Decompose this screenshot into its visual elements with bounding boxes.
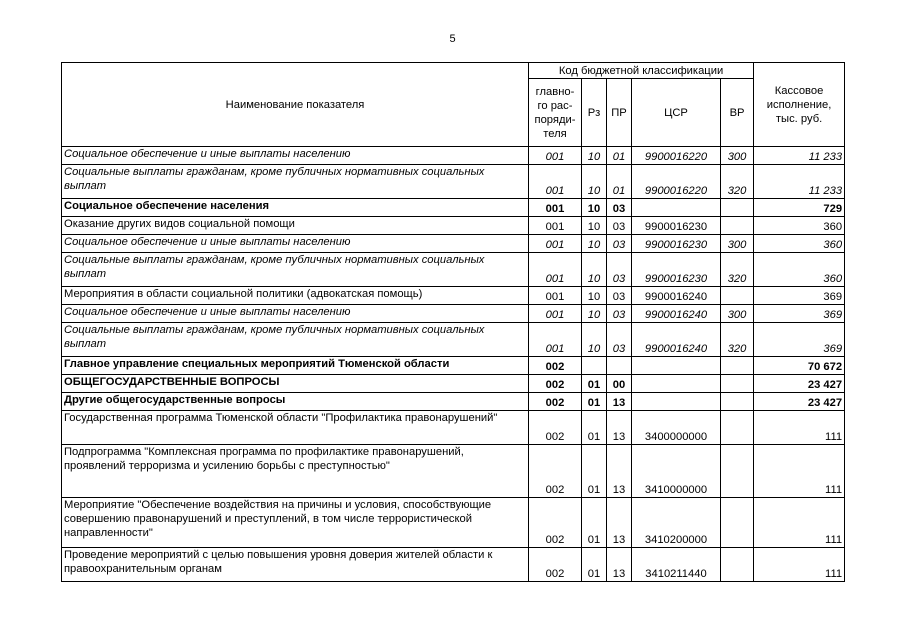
- header-gr: главно-го рас-поряди-теля: [529, 79, 582, 147]
- row-gr: 001: [529, 199, 582, 217]
- row-vr: [721, 217, 754, 235]
- row-csr: [632, 375, 721, 393]
- row-csr: 3410211440: [632, 548, 721, 582]
- table-row: [62, 357, 845, 375]
- row-vr: [721, 375, 754, 393]
- row-vr: [721, 199, 754, 217]
- row-gr: 001: [529, 217, 582, 235]
- row-name: Оказание других видов социальной помощи: [62, 217, 529, 235]
- table-row: [62, 498, 845, 548]
- row-csr: 9900016240: [632, 323, 721, 357]
- row-amount: 111: [754, 445, 845, 498]
- row-name: Главное управление специальных мероприятий Тюменской области: [62, 357, 529, 375]
- page-number: 5: [449, 33, 456, 45]
- row-amount: 360: [754, 235, 845, 253]
- row-name: Социальное обеспечение и иные выплаты населению: [62, 305, 529, 323]
- row-name: Проведение мероприятий с целью повышения уровня доверия жителей области к правоохранительным органам: [62, 548, 529, 582]
- row-vr: [721, 445, 754, 498]
- row-csr: 3410000000: [632, 445, 721, 498]
- row-name: Социальное обеспечение и иные выплаты населению: [62, 235, 529, 253]
- row-name: Другие общегосударственные вопросы: [62, 393, 529, 411]
- header-pr: ПР: [607, 79, 632, 147]
- row-name: Социальные выплаты гражданам, кроме публичных нормативных социальных выплат: [62, 323, 529, 357]
- row-amount: 369: [754, 323, 845, 357]
- header-name: Наименование показателя: [62, 63, 529, 147]
- header-codes-group: Код бюджетной классификации: [529, 63, 754, 79]
- row-amount: 369: [754, 287, 845, 305]
- row-amount: 729: [754, 199, 845, 217]
- row-gr: 001: [529, 235, 582, 253]
- header-amount: Кассовое исполнение, тыс. руб.: [754, 63, 845, 147]
- row-pr: [607, 357, 632, 375]
- row-csr: 9900016220: [632, 147, 721, 165]
- row-gr: 001: [529, 165, 582, 199]
- row-vr: 300: [721, 147, 754, 165]
- row-name: Социальные выплаты гражданам, кроме публичных нормативных социальных выплат: [62, 165, 529, 199]
- table-row: [62, 217, 845, 235]
- row-csr: 9900016230: [632, 217, 721, 235]
- row-rz: 01: [582, 411, 607, 445]
- table-row: [62, 253, 845, 287]
- row-vr: 320: [721, 165, 754, 199]
- row-vr: 300: [721, 235, 754, 253]
- row-gr: 001: [529, 323, 582, 357]
- row-vr: [721, 357, 754, 375]
- row-gr: 001: [529, 147, 582, 165]
- row-rz: 01: [582, 375, 607, 393]
- row-rz: 01: [582, 445, 607, 498]
- row-pr: 01: [607, 165, 632, 199]
- row-rz: 01: [582, 548, 607, 582]
- row-pr: 13: [607, 548, 632, 582]
- row-name: Мероприятия в области социальной политики (адвокатская помощь): [62, 287, 529, 305]
- row-gr: 002: [529, 548, 582, 582]
- row-amount: 23 427: [754, 393, 845, 411]
- row-amount: 111: [754, 411, 845, 445]
- row-pr: 03: [607, 305, 632, 323]
- row-pr: 00: [607, 375, 632, 393]
- table-row: [62, 548, 845, 582]
- row-name: Подпрограмма "Комплексная программа по профилактике правонарушений, проявлений терроризма и усилению борьбы с преступностью": [62, 445, 529, 498]
- row-name: Социальное обеспечение населения: [62, 199, 529, 217]
- row-rz: 10: [582, 287, 607, 305]
- table-row: [62, 199, 845, 217]
- row-csr: [632, 393, 721, 411]
- row-pr: 03: [607, 199, 632, 217]
- table-row: [62, 165, 845, 199]
- table-row: [62, 445, 845, 498]
- table-row: [62, 375, 845, 393]
- row-amount: 11 233: [754, 165, 845, 199]
- row-amount: 111: [754, 498, 845, 548]
- budget-table: [61, 62, 845, 582]
- row-gr: 002: [529, 498, 582, 548]
- table-row: [62, 305, 845, 323]
- row-gr: 002: [529, 375, 582, 393]
- row-csr: 9900016240: [632, 305, 721, 323]
- row-name: Социальное обеспечение и иные выплаты населению: [62, 147, 529, 165]
- row-csr: 9900016230: [632, 253, 721, 287]
- row-vr: 320: [721, 253, 754, 287]
- row-gr: 001: [529, 305, 582, 323]
- row-name: Мероприятие "Обеспечение воздействия на причины и условия, способствующие совершению правонарушений и преступлений, в том числе террористической направленности": [62, 498, 529, 548]
- table-row: [62, 411, 845, 445]
- row-rz: [582, 357, 607, 375]
- row-vr: [721, 393, 754, 411]
- row-gr: 001: [529, 253, 582, 287]
- row-amount: 360: [754, 217, 845, 235]
- row-pr: 13: [607, 445, 632, 498]
- row-pr: 01: [607, 147, 632, 165]
- row-vr: 320: [721, 323, 754, 357]
- row-vr: [721, 498, 754, 548]
- row-amount: 360: [754, 253, 845, 287]
- table-row: [62, 287, 845, 305]
- row-rz: 10: [582, 235, 607, 253]
- table-row: [62, 147, 845, 165]
- row-name: Государственная программа Тюменской области "Профилактика правонарушений": [62, 411, 529, 445]
- row-csr: [632, 199, 721, 217]
- row-name: ОБЩЕГОСУДАРСТВЕННЫЕ ВОПРОСЫ: [62, 375, 529, 393]
- row-gr: 001: [529, 287, 582, 305]
- row-vr: [721, 411, 754, 445]
- row-pr: 13: [607, 498, 632, 548]
- table-row: [62, 393, 845, 411]
- table-row: [62, 235, 845, 253]
- row-rz: 01: [582, 393, 607, 411]
- row-csr: [632, 357, 721, 375]
- row-gr: 002: [529, 393, 582, 411]
- row-pr: 03: [607, 217, 632, 235]
- row-pr: 03: [607, 253, 632, 287]
- row-rz: 10: [582, 253, 607, 287]
- header-rz: Рз: [582, 79, 607, 147]
- row-rz: 10: [582, 305, 607, 323]
- row-vr: [721, 548, 754, 582]
- table-row: [62, 323, 845, 357]
- row-gr: 002: [529, 357, 582, 375]
- header-vr: ВР: [721, 79, 754, 147]
- row-vr: 300: [721, 305, 754, 323]
- row-amount: 23 427: [754, 375, 845, 393]
- row-rz: 10: [582, 165, 607, 199]
- row-name: Социальные выплаты гражданам, кроме публичных нормативных социальных выплат: [62, 253, 529, 287]
- row-csr: 9900016230: [632, 235, 721, 253]
- row-csr: 3410200000: [632, 498, 721, 548]
- row-amount: 111: [754, 548, 845, 582]
- row-vr: [721, 287, 754, 305]
- row-gr: 002: [529, 445, 582, 498]
- row-rz: 10: [582, 199, 607, 217]
- row-pr: 03: [607, 323, 632, 357]
- header-csr: ЦСР: [632, 79, 721, 147]
- row-rz: 10: [582, 147, 607, 165]
- row-csr: 9900016220: [632, 165, 721, 199]
- row-rz: 10: [582, 217, 607, 235]
- row-pr: 03: [607, 235, 632, 253]
- row-rz: 10: [582, 323, 607, 357]
- row-pr: 13: [607, 411, 632, 445]
- row-amount: 369: [754, 305, 845, 323]
- row-amount: 11 233: [754, 147, 845, 165]
- row-csr: 3400000000: [632, 411, 721, 445]
- row-gr: 002: [529, 411, 582, 445]
- row-rz: 01: [582, 498, 607, 548]
- row-pr: 03: [607, 287, 632, 305]
- row-csr: 9900016240: [632, 287, 721, 305]
- row-pr: 13: [607, 393, 632, 411]
- row-amount: 70 672: [754, 357, 845, 375]
